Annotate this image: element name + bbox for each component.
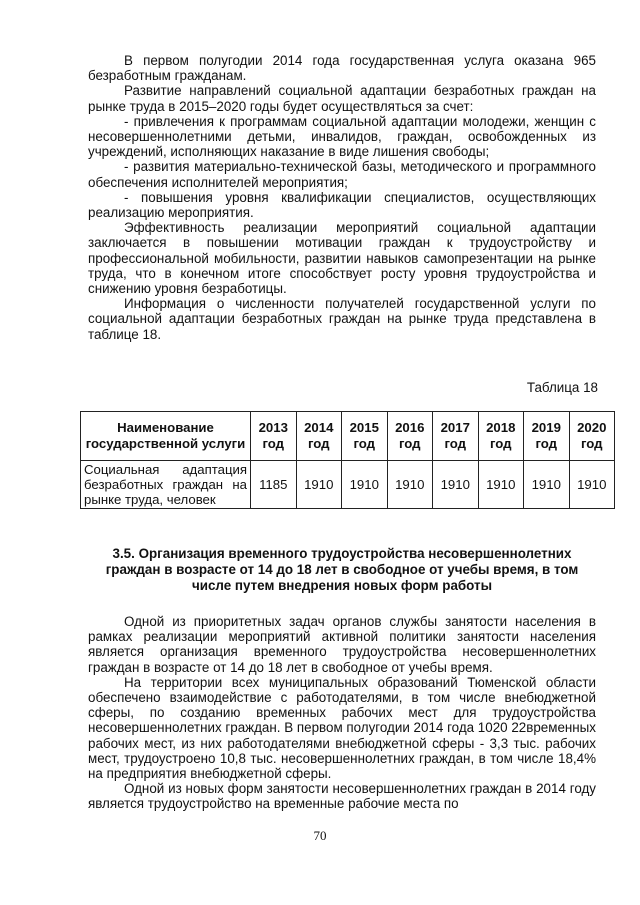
value-cell: 1910 bbox=[387, 461, 433, 509]
paragraph: В первом полугодии 2014 года государственная услуга оказана 965 безработным гражданам. bbox=[88, 53, 596, 84]
paragraph: Эффективность реализации мероприятий социальной адаптации заключается в повышении мотивации граждан к трудоустройству и профессиональной мобильности, развитии навыков самопрезентации на рынке труда, что в конечном итоге способствует росту уровня трудоустройства и снижению уровня безработицы. bbox=[88, 220, 596, 297]
body-text-bottom bbox=[88, 614, 596, 812]
row-name-cell: Социальная адаптация безработных граждан на рынке труда, человек bbox=[81, 461, 251, 509]
table-header-row bbox=[81, 412, 615, 461]
column-header-name: Наименование государственной услуги bbox=[81, 412, 251, 461]
value-cell: 1910 bbox=[569, 461, 615, 509]
paragraph: Одной из новых форм занятости несовершеннолетних граждан в 2014 году является трудоустройство на временные рабочие места по bbox=[88, 781, 596, 812]
column-header-year: 2017 год bbox=[433, 412, 479, 461]
column-header-year: 2018 год bbox=[478, 412, 524, 461]
list-item: - привлечения к программам социальной адаптации молодежи, женщин с несовершеннолетними детьми, инвалидов, граждан, освобожденных из учреждений, исполняющих наказание в виде лишения свободы; bbox=[88, 113, 596, 160]
paragraph: Развитие направлений социальной адаптации безработных граждан на рынке труда в 2015–2020 годы будет осуществляться за счет: bbox=[88, 83, 596, 114]
column-header-year: 2014 год bbox=[296, 412, 342, 461]
value-cell: 1910 bbox=[478, 461, 524, 509]
data-table bbox=[80, 411, 615, 509]
column-header-year: 2016 год bbox=[387, 412, 433, 461]
body-text-top bbox=[88, 53, 596, 342]
value-cell: 1910 bbox=[342, 461, 388, 509]
list-item: - развития материально-технической базы, методического и программного обеспечения исполнителей мероприятия; bbox=[88, 159, 596, 190]
paragraph: Одной из приоритетных задач органов службы занятости населения в рамках реализации мероприятий активной политики занятости населения является организация временного трудоустройства несовершеннолетних граждан в возрасте от 14 до 18 лет в свободное от учебы время. bbox=[88, 614, 596, 675]
table-row bbox=[81, 461, 615, 509]
list-item: - повышения уровня квалификации специалистов, осуществляющих реализацию мероприятия. bbox=[88, 189, 596, 221]
value-cell: 1910 bbox=[296, 461, 342, 509]
paragraph: Информация о численности получателей государственной услуги по социальной адаптации безработных граждан на рынке труда представлена в таблице 18. bbox=[88, 296, 596, 342]
page-number: 70 bbox=[313, 828, 327, 843]
value-cell: 1910 bbox=[524, 461, 570, 509]
value-cell: 1910 bbox=[433, 461, 479, 509]
paragraph: На территории всех муниципальных образований Тюменской области обеспечено взаимодействие с работодателями, в том числе внебюджетной сферы, по созданию временных рабочих мест для трудоустройства несовершеннолетних граждан. В первом полугодии 2014 года 1020 22временных рабочих мест, из них работодателями внебюджетной сферы - 3,3 тыс. рабочих мест, трудоустроено 10,8 тыс. несовершеннолетних граждан, в том числе 18,4% на предприятия внебюджетной сферы. bbox=[88, 674, 596, 782]
column-header-year: 2013 год bbox=[251, 412, 297, 461]
value-cell: 1185 bbox=[251, 461, 297, 509]
column-header-year: 2020 год bbox=[569, 412, 615, 461]
column-header-year: 2015 год bbox=[342, 412, 388, 461]
column-header-year: 2019 год bbox=[524, 412, 570, 461]
table-caption: Таблица 18 bbox=[526, 380, 598, 395]
section-heading: 3.5. Организация временного трудоустройства несовершеннолетних граждан в возрасте от 14 до 18 лет в свободное от учебы время, в том числе путем внедрения новых форм работы bbox=[105, 546, 579, 593]
